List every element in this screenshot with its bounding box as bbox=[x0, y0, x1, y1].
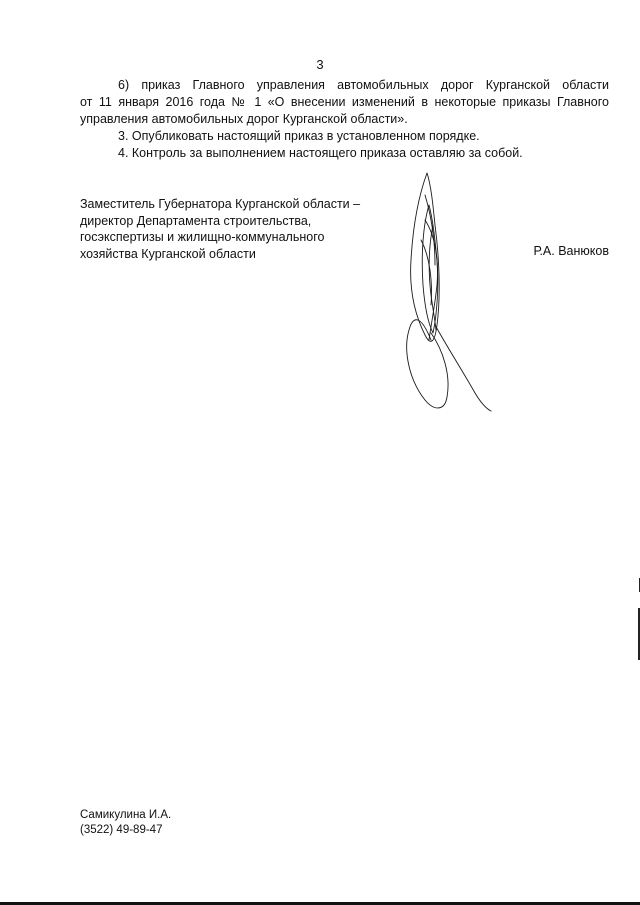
executor-phone: (3522) 49-89-47 bbox=[80, 824, 163, 836]
executor-name: Самикулина И.А. bbox=[80, 809, 172, 821]
item-6-line-1: 6) приказ Главного управления автомобильных дорог Курганской области bbox=[118, 78, 609, 92]
list-item-6 bbox=[80, 77, 609, 128]
list-item-4 bbox=[80, 145, 609, 162]
signatory-title-line-3: госэкспертизы и жилищно-коммунального bbox=[80, 230, 325, 244]
handwritten-signature bbox=[395, 165, 505, 420]
signatory-name: Р.А. Ванюков bbox=[533, 244, 609, 258]
item-6-line-2: от 11 января 2016 года № 1 «О внесении изменений в некоторые приказы Главного bbox=[80, 95, 609, 109]
page-number: 3 bbox=[316, 57, 324, 72]
signatory-title bbox=[80, 196, 400, 262]
signatory-title-line-4: хозяйства Курганской области bbox=[80, 246, 256, 261]
executor-info bbox=[80, 808, 171, 838]
item-6-line-3: управления автомобильных дорог Курганской области». bbox=[80, 112, 408, 126]
signatory-title-line-1: Заместитель Губернатора Курганской области – bbox=[80, 197, 361, 211]
item-3-text: 3. Опубликовать настоящий приказ в установленном порядке. bbox=[118, 129, 480, 143]
list-item-3 bbox=[80, 128, 609, 145]
signatory-title-line-2: директор Департамента строительства, bbox=[80, 213, 312, 228]
item-4-text: 4. Контроль за выполнением настоящего приказа оставляю за собой. bbox=[118, 146, 523, 160]
